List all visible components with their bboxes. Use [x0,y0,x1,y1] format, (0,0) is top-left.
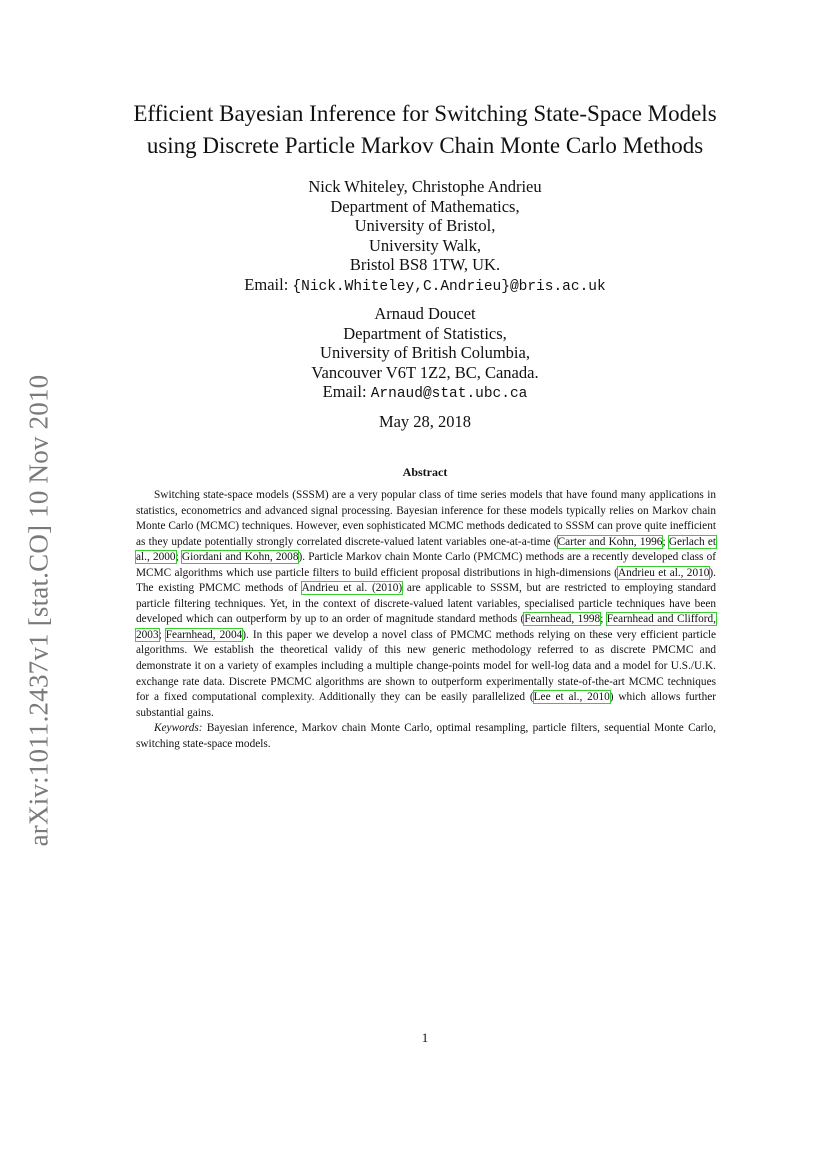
email-line-1 [120,275,730,298]
email-label-2: Email: [322,382,367,401]
citation-link[interactable]: Lee et al., 2010 [533,691,610,704]
citation-link[interactable]: Fearnhead and Clifford, 2003 [136,613,716,641]
abstract-text: ). Particle Markov chain Monte Carlo (PMCMC) methods are a recently developed class of MCMC algorithms which use particle filters to build efficient proposal distributions in high-dimensions ( [136,551,716,579]
title-line-2: using Discrete Particle Markov Chain Monte Carlo Methods [146,133,704,158]
abstract-heading: Abstract [402,465,448,479]
citation-link[interactable]: Andrieu et al., 2010 [617,566,710,579]
title-line-1: Efficient Bayesian Inference for Switching State-Space Models [133,101,717,126]
affiliation-city-2: Vancouver V6T 1Z2, BC, Canada. [311,362,539,382]
citation-link[interactable]: Gerlach et al., 2000 [136,535,717,564]
affiliation-univ-1: University of Bristol, [354,216,496,235]
email-label-1: Email: [244,274,289,294]
affiliation-city-1: Bristol BS8 1TW, UK. [349,255,501,274]
abstract-text: are applicable to SSSM, but are restricted to employing standard particle filtering techniques. Yet, in the context of discrete-valued latent variables, specialised particle techniques have been developed which can outperform by up to an order of magnitude standard methods ( [136,582,716,626]
affiliation-dept-2: Department of Statistics, [343,323,507,343]
keywords-text: Bayesian inference, Markov chain Monte Carlo, optimal resampling, particle filters, sequential Monte Carlo, switching state-space models. [136,722,716,750]
abstract-text: Switching state-space models (SSSM) are a very popular class of time series models that have found many applications in statistics, econometrics and advanced signal processing. Bayesian inference for these models typically relies on Markov chain Monte Carlo (MCMC) techniques. However, even sophisticated MCMC methods dedicated to SSSM can prove quite inefficient as they update potentially strongly correlated discrete-valued latent variables one-at-a-time ( [136,489,716,548]
author-names-2: Arnaud Doucet [374,304,476,323]
affiliation-street-1: University Walk, [368,235,482,255]
abstract-text: ). In this paper we develop a novel class of PMCMC methods relying on these very efficient particle algorithms. We establish the theoretical validy of this new generic methodology referred to as discrete PMCMC and demonstrate it on a variety of examples including a multiple change-points model for well-log data and a model for U.S./U.K. exchange rate data. Discrete PMCMC algorithms are shown to outperform experimentally state-of-the-art MCMC techniques for a fixed computational complexity. Additionally they can be easily parallelized ( [136,628,716,704]
affiliation-univ-2: University of British Columbia, [320,343,530,362]
arxiv-side-stamp [21,363,57,857]
paper-date: May 28, 2018 [378,412,472,431]
citation-link[interactable]: Carter and Kohn, 1996 [557,535,663,548]
author-block [120,177,730,405]
keywords-paragraph [136,721,716,752]
abstract-paragraph: Switching state-space models (SSSM) are a very popular class of time series models that have found many applications in statistics, econometrics and advanced signal processing. Bayesian inference for these models typically relies on Markov chain Monte Carlo (MCMC) techniques. However, even sophisticated MCMC methods dedicated to SSSM can prove quite inefficient as they update potentially strongly correlated discrete-valued latent variables one-at-a-time (Carter and Kohn, 1996; Gerlach et al., 2000; Giordani and Kohn, 2008). Particle Markov chain Monte Carlo (PMCMC) methods are a recently developed class of MCMC algorithms which use particle filters to build efficient proposal distributions in high-dimensions (Andrieu et al., 2010). The existing PMCMC methods of Andrieu et al. (2010) are applicable to SSSM, but are restricted to employing standard particle filtering techniques. Yet, in the context of discrete-valued latent variables, specialised particle techniques have been developed which can outperform by up to an order of magnitude standard methods (Fearnhead, 1998; Fearnhead and Clifford, 2003; Fearnhead, 2004). In this paper we develop a novel class of PMCMC methods relying on these very efficient particle algorithms. We establish the theoretical validy of this new generic methodology referred to as discrete PMCMC and demonstrate it on a variety of examples including a multiple change-points model for well-log data and a model for U.S./U.K. exchange rate data. Discrete PMCMC algorithms are shown to outperform experimentally state-of-the-art MCMC techniques for a fixed computational complexity. Additionally they can be easily parallelized (Lee et al., 2010) which allows further substantial gains. [136,489,717,719]
citation-link[interactable]: Giordani and Kohn, 2008 [181,551,299,564]
author-names-1: Nick Whiteley, Christophe Andrieu [308,177,542,196]
email-address-1[interactable]: {Nick.Whiteley,C.Andrieu}@bris.ac.uk [292,278,606,295]
page-number: 1 [421,1030,429,1045]
citation-link[interactable]: Fearnhead, 2004 [165,628,243,641]
keywords-label: Keywords: [154,722,203,735]
email-address-2[interactable]: Arnaud@stat.ubc.ca [370,386,528,402]
affiliation-dept-1: Department of Mathematics, [330,196,520,216]
citation-link[interactable]: Andrieu et al. (2010) [301,582,403,595]
abstract-text: ). The existing PMCMC methods of [136,566,716,595]
paper-title [100,98,750,162]
arxiv-identifier: arXiv:1011.2437v1 [stat.CO] 10 Nov 2010 [23,374,54,846]
abstract-text: ) which allows further substantial gains. [136,691,716,719]
citation-link[interactable]: Fearnhead, 1998 [524,613,601,626]
email-line-2 [120,382,730,405]
abstract-body [136,488,716,752]
